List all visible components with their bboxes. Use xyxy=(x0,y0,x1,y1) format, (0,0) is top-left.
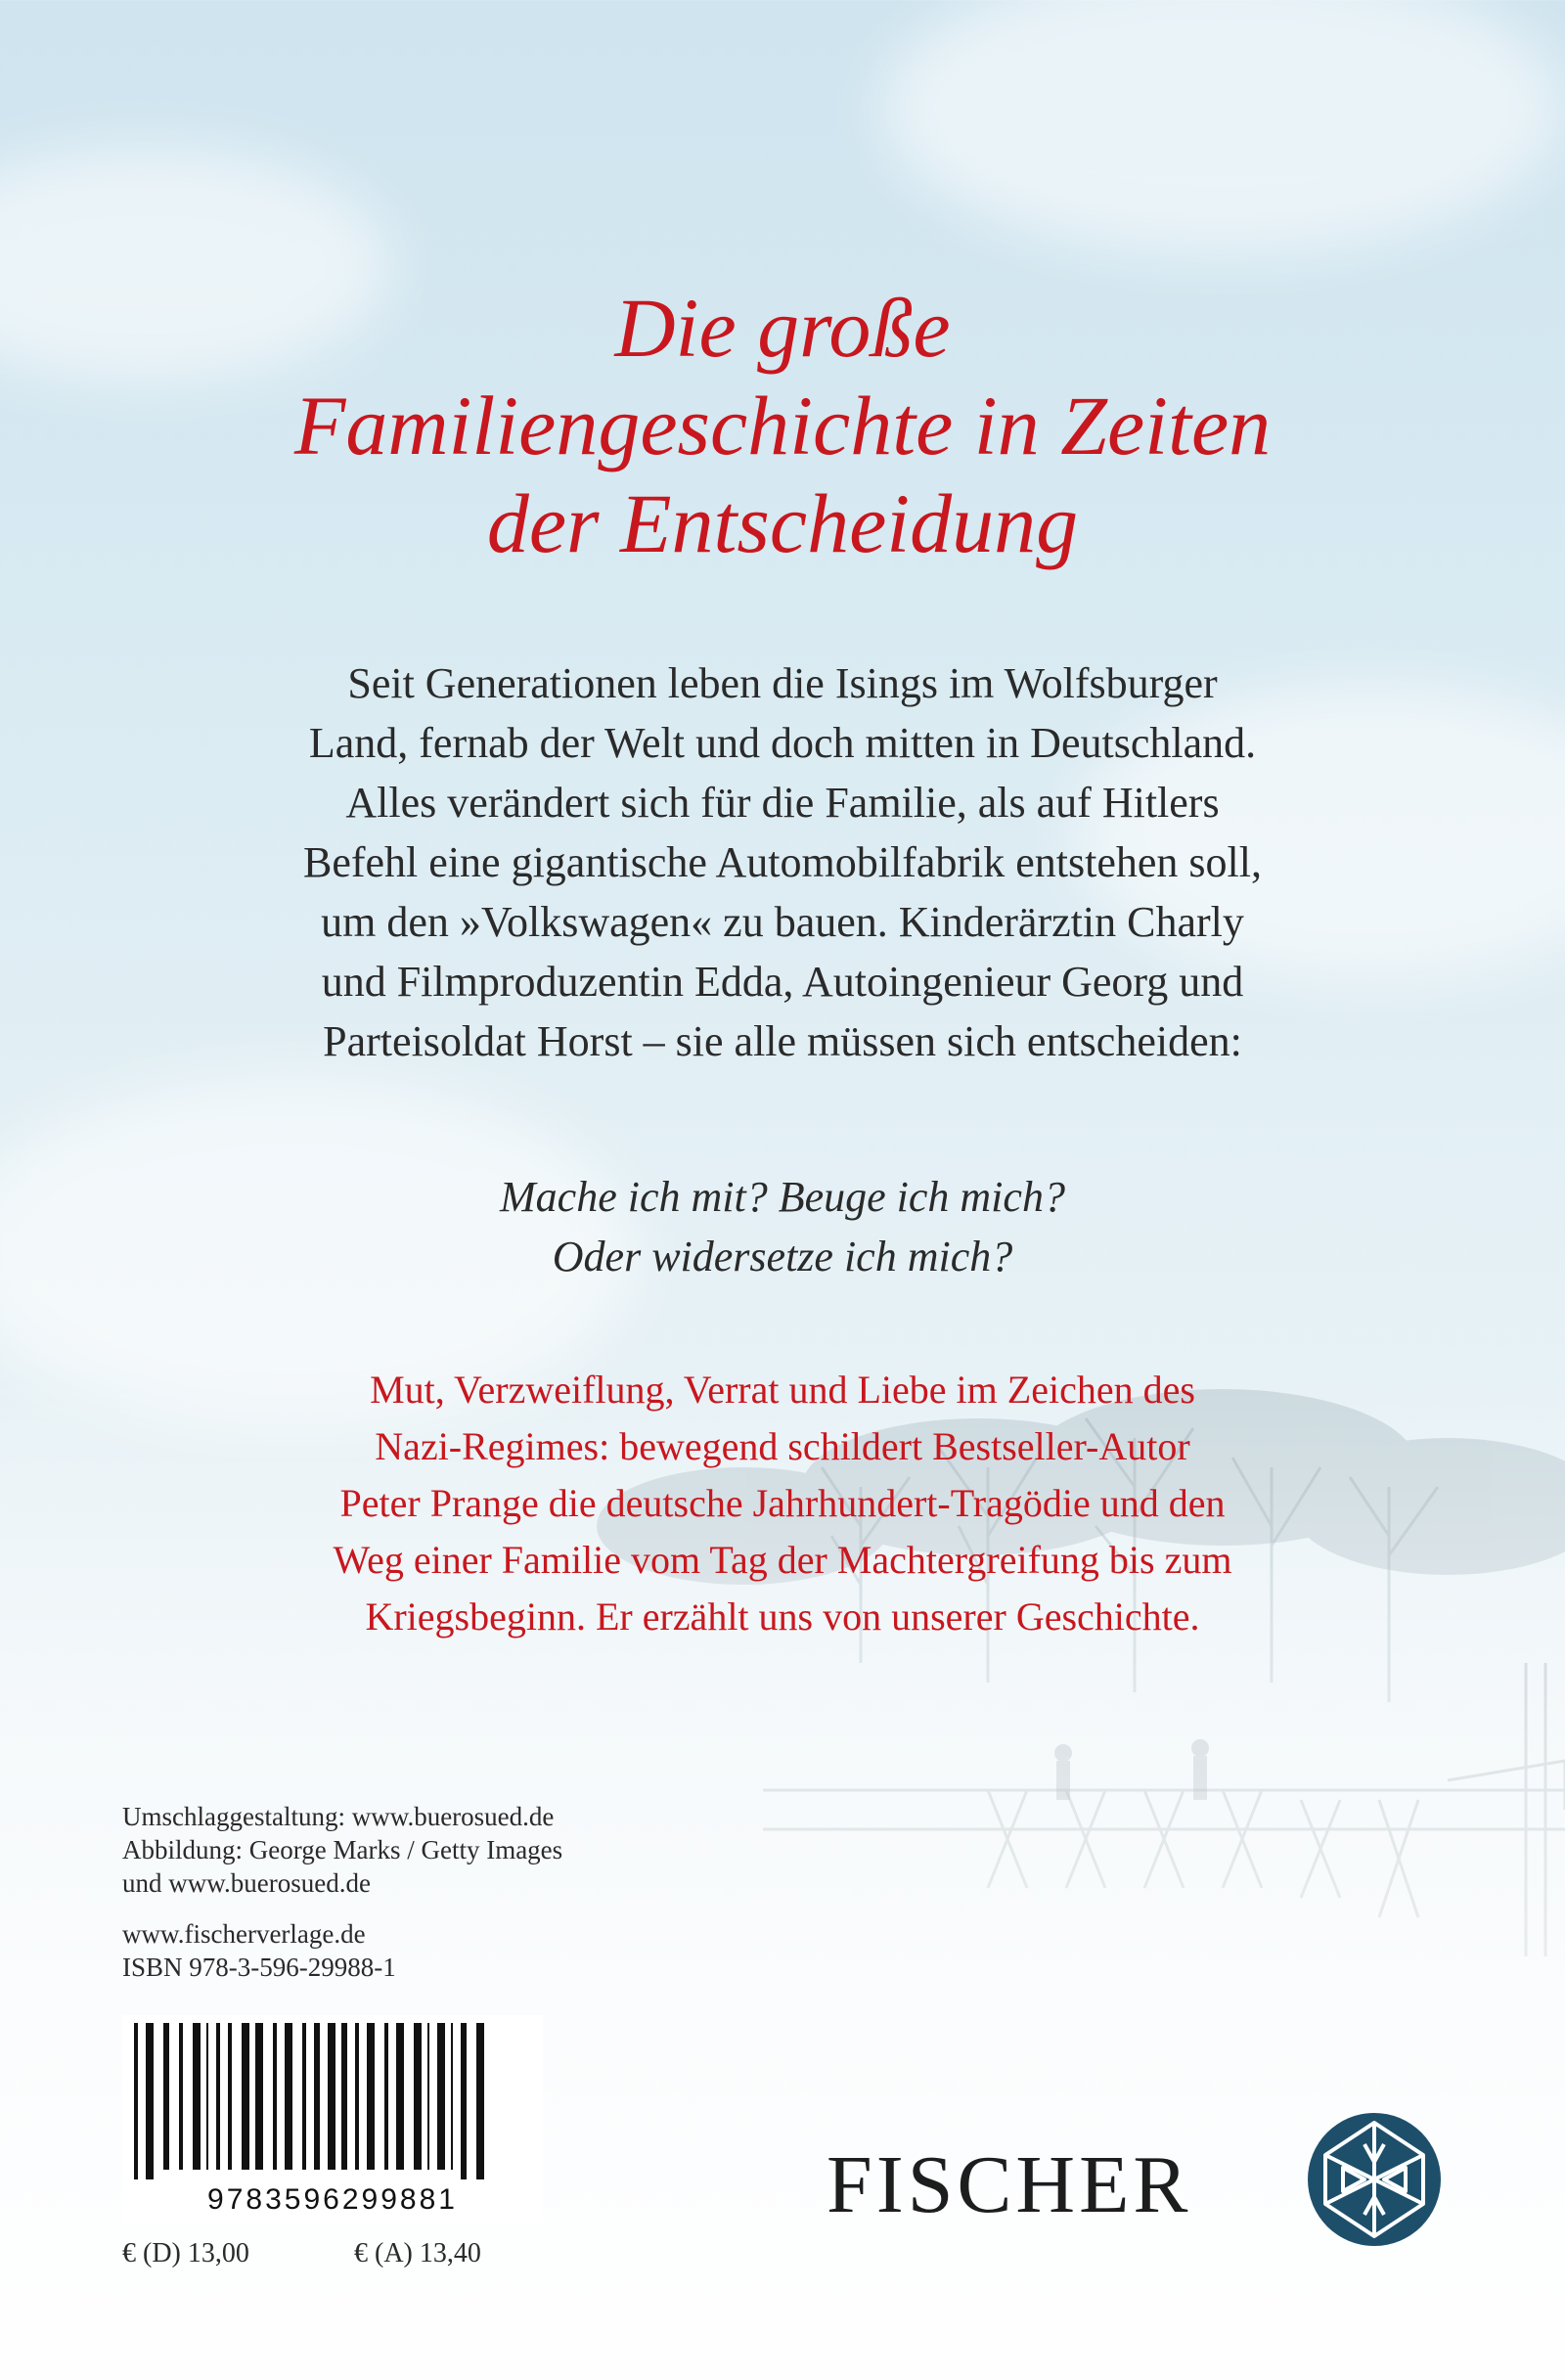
barcode-bar xyxy=(179,2023,183,2170)
blurb-paragraph xyxy=(147,653,1418,1071)
barcode-bar xyxy=(341,2023,347,2170)
illustration-credit: Abbildung: George Marks / Getty Images xyxy=(122,1835,563,1864)
barcode-bar xyxy=(193,2023,201,2170)
blurb-line: um den »Volkswagen« zu bauen. Kinderärztin Charly xyxy=(321,898,1244,946)
credits-block xyxy=(122,1800,562,1900)
blurb-line: Land, fernab der Welt und doch mitten in Deutschland. xyxy=(308,719,1257,767)
price-austria: € (A) 13,40 xyxy=(354,2238,481,2268)
barcode-bar xyxy=(396,2023,404,2170)
barcode-bar xyxy=(242,2023,249,2170)
headline-line: der Entscheidung xyxy=(486,476,1079,570)
barcode-bar xyxy=(355,2023,359,2170)
barcode-digits: 9783596299881 xyxy=(207,2183,458,2216)
barcode-bar xyxy=(461,2023,467,2179)
illustration-credit-cont: und www.buerosued.de xyxy=(122,1868,371,1898)
headline-line: Familiengeschichte in Zeiten xyxy=(293,379,1272,472)
meta-block xyxy=(122,1917,396,1984)
promo-line: Weg einer Familie vom Tag der Machtergreifung bis zum xyxy=(333,1538,1232,1582)
questions-paragraph xyxy=(147,1167,1418,1286)
barcode-bar xyxy=(163,2023,169,2170)
promo-line: Peter Prange die deutsche Jahrhundert-Tragödie und den xyxy=(339,1481,1226,1525)
promo-line: Nazi-Regimes: bewegend schildert Bestseller-Autor xyxy=(375,1424,1190,1468)
barcode-bars xyxy=(122,2023,543,2189)
headline xyxy=(0,279,1565,572)
barcode-bar xyxy=(302,2023,306,2170)
barcode-bar xyxy=(451,2023,453,2170)
barcode-bar xyxy=(414,2023,422,2170)
publisher-website: www.fischerverlage.de xyxy=(122,1919,366,1949)
barcode-bar xyxy=(255,2023,263,2170)
barcode-bar xyxy=(314,2023,320,2170)
barcode-bar xyxy=(285,2023,292,2170)
blurb-line: Alles verändert sich für die Familie, als auf Hitlers xyxy=(345,779,1220,827)
promo-paragraph xyxy=(147,1362,1418,1645)
fischer-fish-logo-icon xyxy=(1306,2111,1443,2248)
barcode-bar xyxy=(476,2023,484,2179)
isbn: ISBN 978-3-596-29988-1 xyxy=(122,1953,396,1982)
barcode-bar xyxy=(146,2023,154,2179)
barcode-bar xyxy=(134,2023,138,2179)
headline-line: Die große xyxy=(614,281,951,375)
barcode-bar xyxy=(367,2023,375,2170)
question-line: Mache ich mit? Beuge ich mich? xyxy=(500,1173,1065,1221)
barcode-bar xyxy=(384,2023,388,2170)
barcode-bar xyxy=(273,2023,277,2170)
blurb-line: Parteisoldat Horst – sie alle müssen sich entscheiden: xyxy=(323,1017,1242,1065)
barcode-bar xyxy=(216,2023,220,2170)
barcode-bar xyxy=(437,2023,445,2170)
blurb-line: Befehl eine gigantische Automobilfabrik entstehen soll, xyxy=(303,838,1262,886)
question-line: Oder widersetze ich mich? xyxy=(552,1233,1013,1280)
cover-design-credit: Umschlaggestaltung: www.buerosued.de xyxy=(122,1802,555,1831)
barcode-bar xyxy=(427,2023,429,2170)
barcode xyxy=(122,2015,543,2223)
barcode-bar xyxy=(228,2023,232,2170)
barcode-bar xyxy=(328,2023,335,2170)
blurb-line: und Filmproduzentin Edda, Autoingenieur Georg und xyxy=(321,958,1244,1006)
price-germany: € (D) 13,00 xyxy=(122,2238,249,2268)
promo-line: Mut, Verzweiflung, Verrat und Liebe im Zeichen des xyxy=(370,1368,1195,1412)
blurb-line: Seit Generationen leben die Isings im Wolfsburger xyxy=(347,659,1218,707)
publisher-wordmark: FISCHER xyxy=(827,2139,1192,2230)
barcode-bar xyxy=(206,2023,208,2170)
promo-line: Kriegsbeginn. Er erzählt uns von unserer Geschichte. xyxy=(365,1594,1200,1639)
